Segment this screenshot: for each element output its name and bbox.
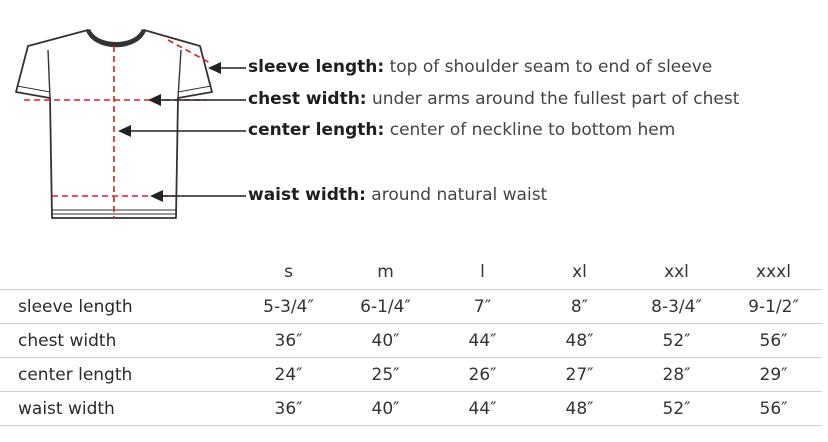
table-cell: 5-3/4″ (240, 290, 337, 324)
row-label: chest width (0, 324, 240, 358)
table-row (0, 358, 822, 392)
callout-term: sleeve length: (248, 57, 385, 77)
table-cell: 48″ (531, 392, 628, 426)
callout-sleeve-length (248, 57, 712, 77)
table-cell: 56″ (725, 324, 822, 358)
column-header: xl (572, 262, 587, 282)
callout-description: around natural waist (365, 185, 548, 205)
callout-description: under arms around the fullest part of chest (366, 89, 740, 109)
row-label: waist width (0, 392, 240, 426)
column-header: s (284, 262, 293, 282)
callout-term: waist width: (248, 185, 366, 205)
table-cell: 40″ (337, 392, 434, 426)
column-header: l (480, 262, 485, 282)
table-cell: 8″ (531, 290, 628, 324)
callout-term: center length: (248, 120, 385, 140)
table-cell: 36″ (240, 324, 337, 358)
table-cell: 28″ (628, 358, 725, 392)
callout-description: center of neckline to bottom hem (384, 120, 676, 140)
callout-term: chest width: (248, 89, 367, 109)
table-header-row (0, 255, 822, 290)
table-cell: 52″ (628, 392, 725, 426)
table-cell: 9-1/2″ (725, 290, 822, 324)
table-row (0, 392, 822, 426)
size-chart-table (0, 255, 822, 426)
table-cell: 56″ (725, 392, 822, 426)
table-cell: 27″ (531, 358, 628, 392)
table-cell: 36″ (240, 392, 337, 426)
row-label: sleeve length (0, 290, 240, 324)
row-label: center length (0, 358, 240, 392)
table-cell: 44″ (434, 392, 531, 426)
table-cell: 29″ (725, 358, 822, 392)
column-header: m (377, 262, 394, 282)
table-cell: 6-1/4″ (337, 290, 434, 324)
column-header: xxxl (756, 262, 791, 282)
table-cell: 24″ (240, 358, 337, 392)
table-cell: 48″ (531, 324, 628, 358)
callout-description: top of shoulder seam to end of sleeve (384, 57, 713, 77)
callout-center-length (248, 120, 675, 140)
table-row (0, 324, 822, 358)
callout-chest-width (248, 89, 739, 109)
table-cell: 26″ (434, 358, 531, 392)
table-cell: 44″ (434, 324, 531, 358)
column-header: xxl (664, 262, 689, 282)
table-cell: 7″ (434, 290, 531, 324)
table-cell: 8-3/4″ (628, 290, 725, 324)
table-cell: 52″ (628, 324, 725, 358)
table-cell: 25″ (337, 358, 434, 392)
header-corner (0, 255, 240, 290)
table-cell: 40″ (337, 324, 434, 358)
callout-waist-width (248, 185, 547, 205)
table-row (0, 290, 822, 324)
